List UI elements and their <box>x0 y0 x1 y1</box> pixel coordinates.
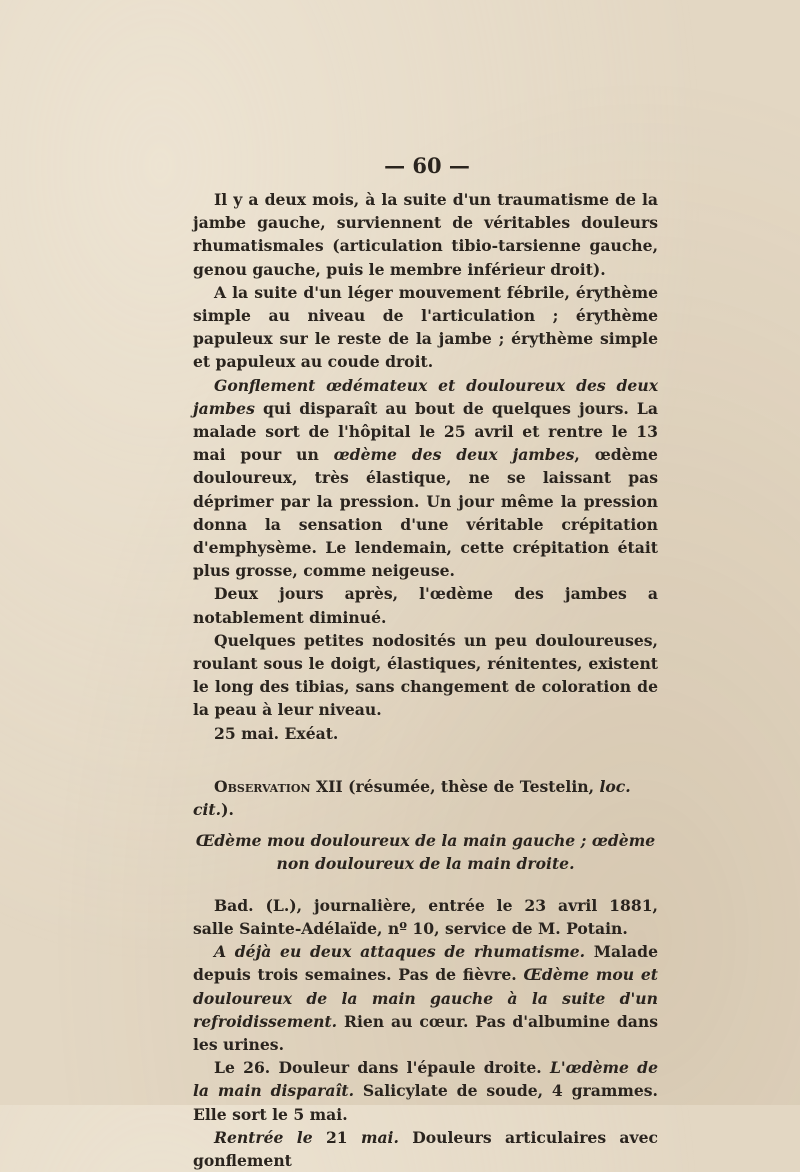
paragraph <box>193 1056 658 1126</box>
italic-text: mai. <box>360 1127 399 1147</box>
observation-heading-end: ). <box>221 800 234 820</box>
observation-heading-text: XII (résumée, thèse de Testelin, <box>310 776 600 796</box>
paragraph <box>193 1126 658 1172</box>
text-run: Salicylate de soude, 4 grammes. Elle sort le 5 mai. <box>193 1081 658 1124</box>
italic-text: Œdème mou et douloureux de la main gauche à la suite d'un refroidissement. <box>193 965 658 1031</box>
paragraph-group-top <box>193 188 658 745</box>
body-text <box>193 188 658 1172</box>
observation-citation: loc. cit. <box>193 776 631 820</box>
italic-text: Gonflement œdémateux et douloureux des deux jambes <box>193 375 658 418</box>
section-spacer <box>193 745 658 775</box>
paragraph <box>193 188 658 281</box>
text-run: A la suite d'un léger mouvement fébrile, érythème simple au niveau de l'articulation ; érythème papuleux sur le reste de la jambe ; érythème simple et papuleux au coude droit. <box>193 282 658 372</box>
italic-text: L'œdème de la main disparaît. <box>193 1058 658 1101</box>
text-run: Quelques petites nodosités un peu douloureuses, roulant sous le doigt, élastiques, rénitentes, existent le long des tibias, sans changement de coloration de la peau à leur niveau. <box>193 630 658 720</box>
observation-label: Observation <box>214 776 311 796</box>
italic-text: œdème des deux jambes <box>333 445 575 465</box>
observation-heading <box>193 775 658 821</box>
page-number: — 60 — <box>384 153 470 178</box>
paragraph <box>193 374 658 583</box>
subtitle-spacer <box>193 876 658 894</box>
paragraph-group-bottom <box>193 894 658 1172</box>
paragraph <box>193 894 658 940</box>
text-run: 21 <box>312 1127 361 1147</box>
text-run: Il y a deux mois, à la suite d'un traumatisme de la jambe gauche, surviennent de véritables douleurs rhumatismales (articulation tibio-tarsienne gauche, genou gauche, puis le membre inférieur droit). <box>193 190 658 279</box>
observation-subtitle: Œdème mou douloureux de la main gauche ; œdème non douloureux de la main droite. <box>195 831 656 874</box>
text-run: qui disparaît au bout de quelques jours. La malade sort de l'hôpital le 25 avril et rentre le 13 mai pour un <box>193 398 658 465</box>
text-run: Douleurs articulaires avec gonflement <box>193 1127 658 1170</box>
text-run: Malade depuis trois semaines. Pas de fièvre. <box>193 942 658 985</box>
paragraph <box>193 281 658 374</box>
italic-text: Rentrée le <box>214 1127 313 1147</box>
paragraph <box>193 629 658 722</box>
text-run: Le 26. Douleur dans l'épaule droite. <box>214 1058 550 1078</box>
text-run: Bad. (L.), journalière, entrée le 23 avril 1881, salle Sainte-Adélaïde, nº 10, service de M. Potain. <box>193 895 658 938</box>
italic-text: A déjà eu deux attaques de rhumatisme. <box>214 942 586 962</box>
text-run: , œdème douloureux, très élastique, ne se laissant pas déprimer par la pression. Un jour même la pression donna la sensation d'une véritable crépitation d'emphysème. Le lendemain, cette crépitation était plus grosse, comme neigeuse. <box>193 445 658 581</box>
text-run: Rien au cœur. Pas d'albumine dans les urines. <box>193 1011 658 1054</box>
paragraph <box>193 582 658 628</box>
paragraph <box>193 722 658 745</box>
text-run: Deux jours après, l'œdème des jambes a notablement diminué. <box>193 584 658 627</box>
text-run: 25 mai. Exéat. <box>214 723 339 743</box>
paragraph <box>193 940 658 1056</box>
heading-spacer <box>193 821 658 829</box>
